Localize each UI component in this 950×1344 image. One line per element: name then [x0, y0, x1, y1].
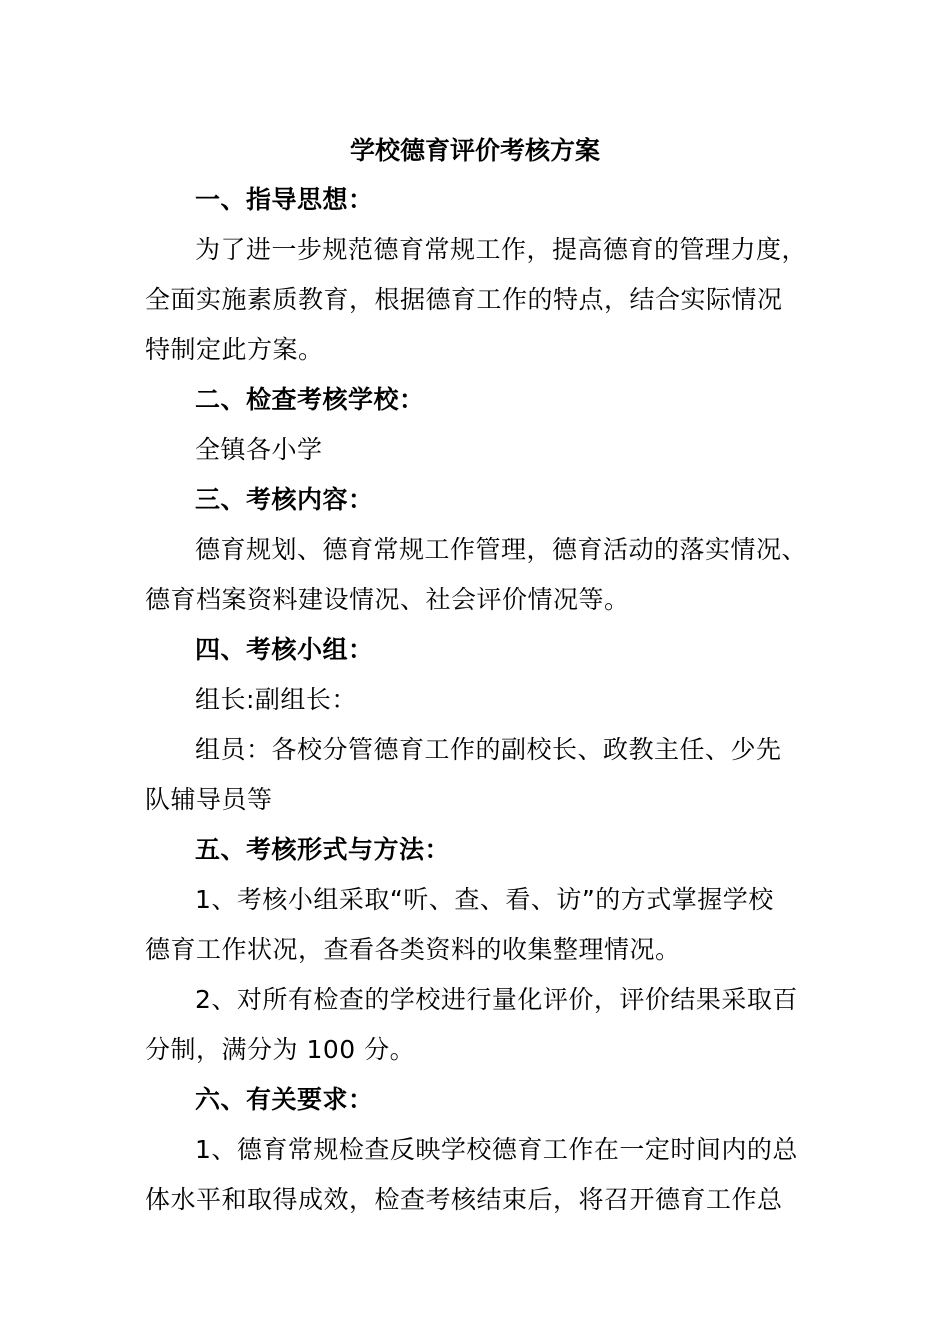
- document-title: 学校德育评价考核方案: [349, 136, 600, 165]
- paragraph-line: 1、考核小组采取“听、查、看、访”的方式掌握学校: [195, 885, 774, 914]
- paragraph-line: 体水平和取得成效，检查考核结束后，将召开德育工作总: [145, 1185, 783, 1214]
- section-heading-3: 三、考核内容：: [195, 485, 374, 514]
- section-heading-4: 四、考核小组：: [195, 635, 374, 664]
- paragraph-line: 2、对所有检查的学校进行量化评价，评价结果采取百: [195, 985, 798, 1014]
- paragraph-line: 队辅导员等: [145, 785, 273, 814]
- paragraph-line: 为了进一步规范德育常规工作，提高德育的管理力度，: [195, 235, 808, 264]
- paragraph-line: 分制，满分为 100 分。: [145, 1035, 416, 1064]
- paragraph-line: 德育档案资料建设情况、社会评价情况等。: [145, 585, 630, 614]
- paragraph-line: 组长:副组长：: [195, 685, 357, 714]
- section-heading-5: 五、考核形式与方法：: [195, 835, 451, 864]
- paragraph-line: 1、德育常规检查反映学校德育工作在一定时间内的总: [195, 1135, 798, 1164]
- paragraph-line: 德育工作状况，查看各类资料的收集整理情况。: [145, 935, 681, 964]
- section-heading-1: 一、指导思想：: [195, 185, 374, 214]
- section-heading-6: 六、有关要求：: [195, 1085, 374, 1114]
- paragraph-line: 组员：各校分管德育工作的副校长、政教主任、少先: [195, 735, 782, 764]
- paragraph-line: 全面实施素质教育，根据德育工作的特点，结合实际情况: [145, 285, 783, 314]
- paragraph-line: 德育规划、德育常规工作管理，德育活动的落实情况、: [195, 535, 808, 564]
- paragraph-line: 特制定此方案。: [145, 335, 324, 364]
- section-heading-2: 二、检查考核学校：: [195, 385, 425, 414]
- paragraph-line: 全镇各小学: [195, 435, 323, 464]
